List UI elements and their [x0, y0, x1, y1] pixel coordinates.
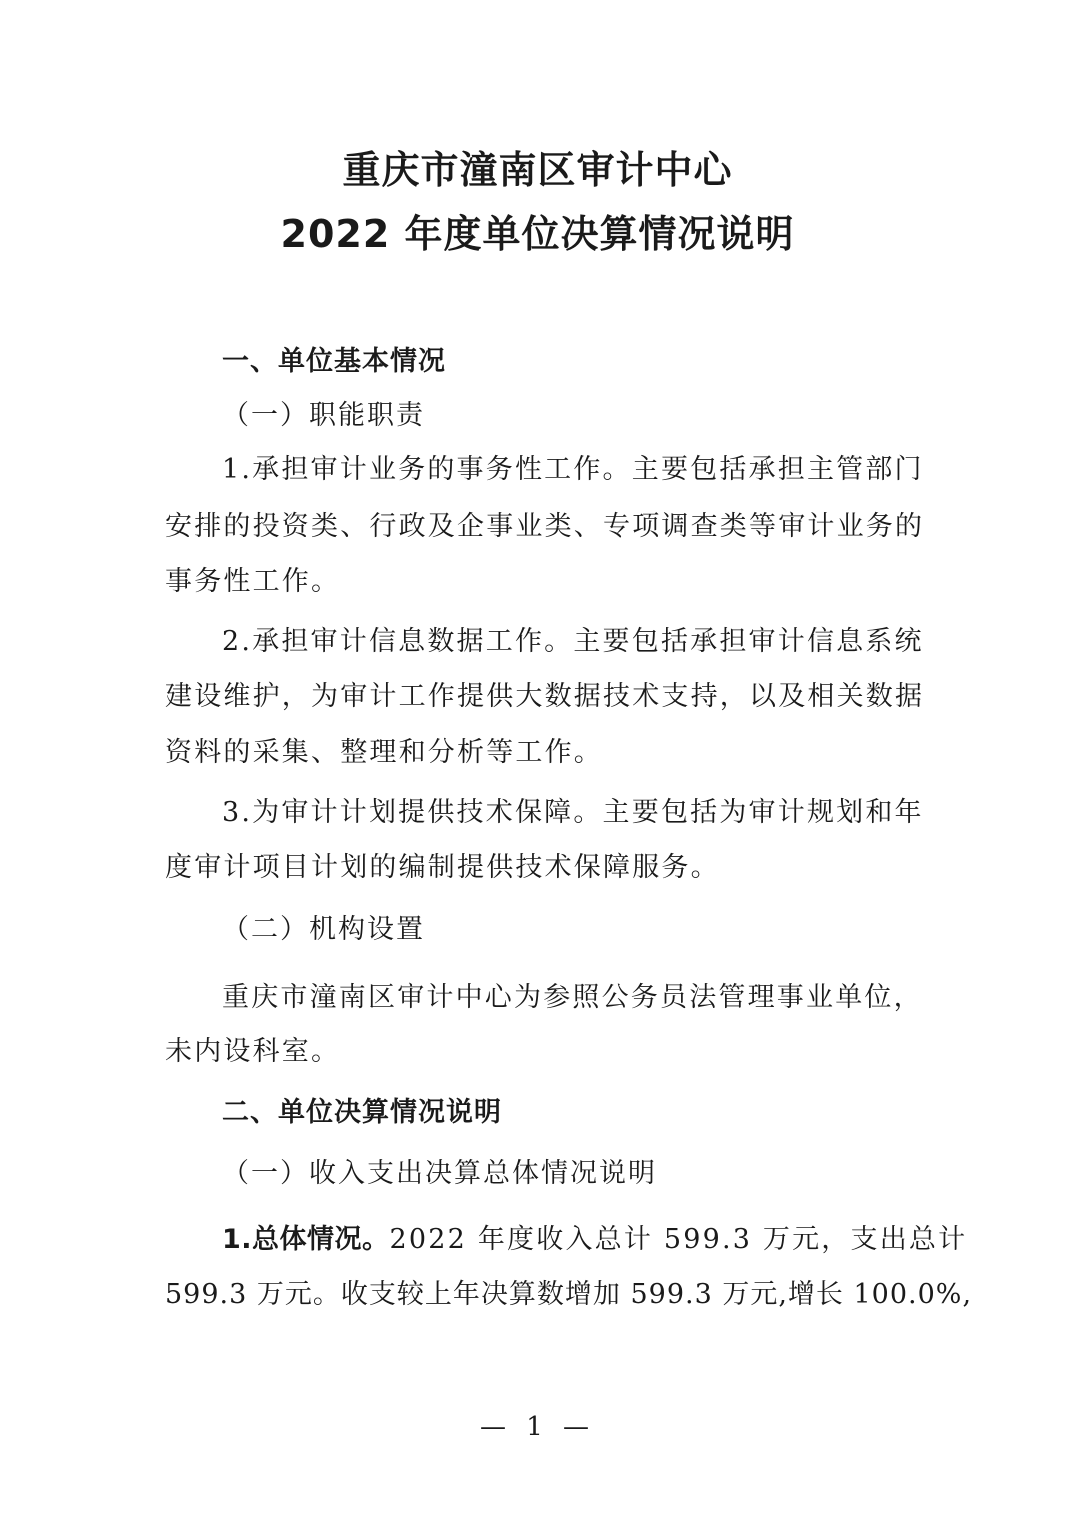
paragraph-2-line-1: 2.承担审计信息数据工作。主要包括承担审计信息系统 [222, 626, 924, 657]
paragraph-1-line-2: 安排的投资类、行政及企事业类、专项调查类等审计业务的 [165, 511, 925, 542]
paragraph-4-line-1: 重庆市潼南区审计中心为参照公务员法管理事业单位， [222, 982, 923, 1013]
paragraph-1-line-3: 事务性工作。 [165, 566, 341, 597]
paragraph-1-line-1: 1.承担审计业务的事务性工作。主要包括承担主管部门 [222, 454, 924, 485]
document-title-line-2: 2022 年度单位决算情况说明 [280, 212, 795, 256]
paragraph-3-line-1: 3.为审计计划提供技术保障。主要包括为审计规划和年 [222, 797, 924, 828]
paragraph-5-line-2: 599.3 万元。收支较上年决算数增加 599.3 万元,增长 100.0%, [165, 1279, 973, 1310]
paragraph-2-line-2: 建设维护，为审计工作提供大数据技术支持，以及相关数据 [165, 681, 925, 712]
paragraph-3-line-2: 度审计项目计划的编制提供技术保障服务。 [165, 852, 720, 883]
paragraph-2-line-3: 资料的采集、整理和分析等工作。 [165, 737, 603, 768]
paragraph-5-line-1 [222, 1222, 967, 1258]
subsection-heading-duties: （一）职能职责 [222, 400, 425, 431]
document-title-line-1: 重庆市潼南区审计中心 [342, 148, 733, 192]
paragraph-5-lead: 1.总体情况。 [222, 1224, 390, 1255]
section-heading-1: 一、单位基本情况 [222, 346, 446, 377]
paragraph-4-line-2: 未内设科室。 [165, 1036, 341, 1067]
page-number: — 1 — [479, 1412, 596, 1442]
section-heading-2: 二、单位决算情况说明 [222, 1097, 502, 1128]
paragraph-5-line-1-text: 2022 年度收入总计 599.3 万元，支出总计 [389, 1224, 968, 1255]
subsection-heading-overview: （一）收入支出决算总体情况说明 [222, 1158, 657, 1189]
subsection-heading-organization: （二）机构设置 [222, 914, 425, 945]
